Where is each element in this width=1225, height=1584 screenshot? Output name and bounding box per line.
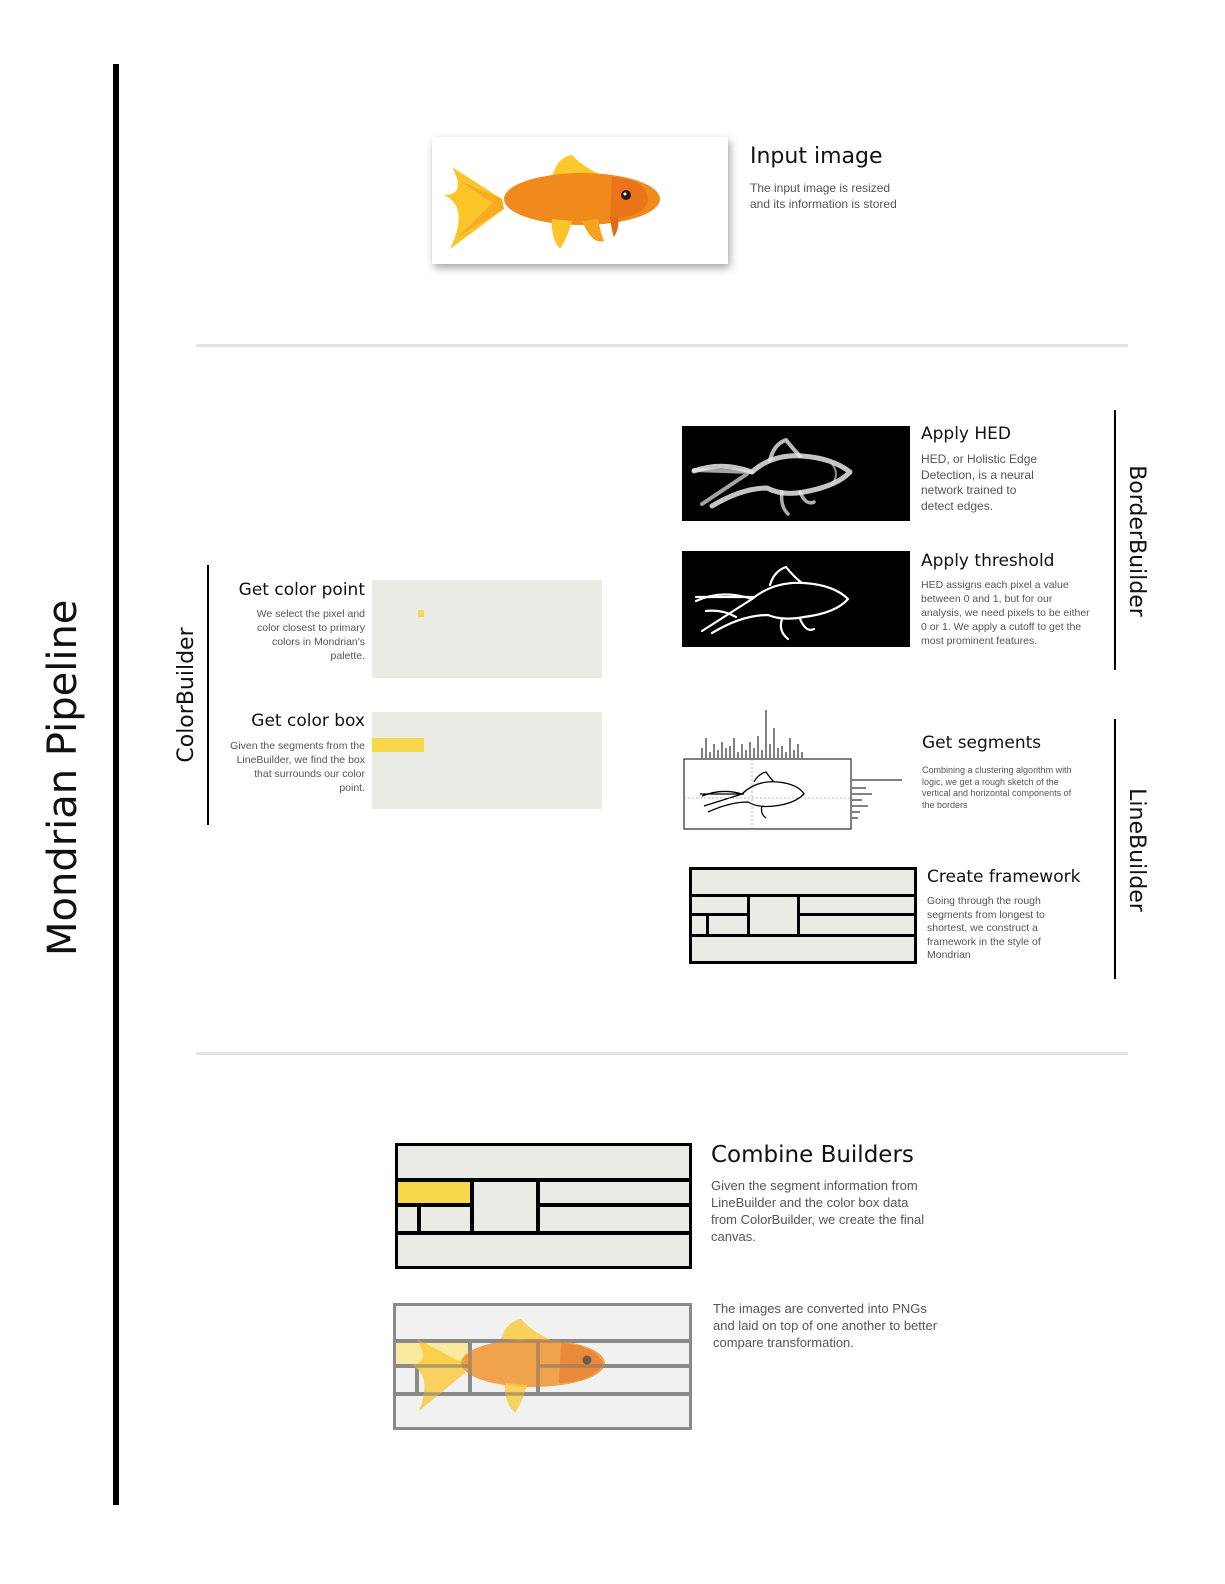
- get-segments-heading: Get segments: [922, 733, 1042, 753]
- page-title: Mondrian Pipeline: [40, 599, 86, 956]
- colorbuilder-bracket-line: [207, 565, 209, 825]
- left-spine-line: [113, 64, 119, 1505]
- threshold-output-image: [682, 551, 910, 647]
- get-segments-desc: Combining a clustering algorithm with logic, we get a rough sketch of the vertical and horizontal components of the borders: [922, 765, 1072, 810]
- get-color-box-desc: Given the segments from the LineBuilder, we find the box that surrounds our color point.: [230, 740, 365, 794]
- color-box-panel: [372, 712, 602, 809]
- colorbuilder-label: ColorBuilder: [174, 627, 199, 763]
- section-divider-top: [196, 344, 1128, 347]
- apply-threshold-heading: Apply threshold: [921, 551, 1055, 571]
- section-divider-bottom: [196, 1052, 1128, 1055]
- combined-canvas-image: [395, 1143, 692, 1269]
- input-image-heading: Input image: [750, 144, 883, 169]
- create-framework-heading: Create framework: [927, 867, 1081, 887]
- borderbuilder-bracket-line: [1114, 410, 1116, 670]
- color-point-marker: [418, 610, 424, 617]
- color-box-marker: [372, 738, 424, 752]
- hed-output-image: [682, 426, 910, 521]
- linebuilder-bracket-line: [1114, 719, 1116, 979]
- combine-builders-heading: Combine Builders: [711, 1142, 914, 1168]
- borderbuilder-label: BorderBuilder: [1124, 465, 1149, 617]
- combine-builders-desc: Given the segment information from LineBuilder and the color box data from ColorBuilder, we create the final canvas.: [711, 1178, 925, 1244]
- overlay-image: [393, 1303, 692, 1430]
- segments-histogram-image: [682, 708, 907, 834]
- apply-hed-heading: Apply HED: [921, 424, 1012, 444]
- goldfish-image: [432, 137, 728, 264]
- color-point-panel: [372, 580, 602, 678]
- apply-threshold-desc: HED assigns each pixel a value between 0 and 1, but for our analysis, we need pixels to be either 0 or 1. We apply a cutoff to get the most prominent features.: [921, 579, 1090, 647]
- get-color-box-heading: Get color box: [251, 711, 365, 731]
- get-color-point-desc: We select the pixel and color closest to primary colors in Mondrian's palette.: [256, 608, 365, 662]
- input-image-frame: [432, 137, 728, 264]
- apply-hed-desc: HED, or Holistic Edge Detection, is a neural network trained to detect edges.: [921, 452, 1038, 513]
- linebuilder-label: LineBuilder: [1124, 788, 1149, 912]
- overlay-desc: The images are converted into PNGs and laid on top of one another to better compare transformation.: [713, 1301, 938, 1350]
- get-color-point-heading: Get color point: [238, 580, 365, 600]
- framework-image: [689, 867, 917, 964]
- input-image-desc: The input image is resized and its information is stored: [750, 181, 897, 211]
- create-framework-desc: Going through the rough segments from longest to shortest, we construct a framework in the style of Mondrian: [927, 895, 1045, 961]
